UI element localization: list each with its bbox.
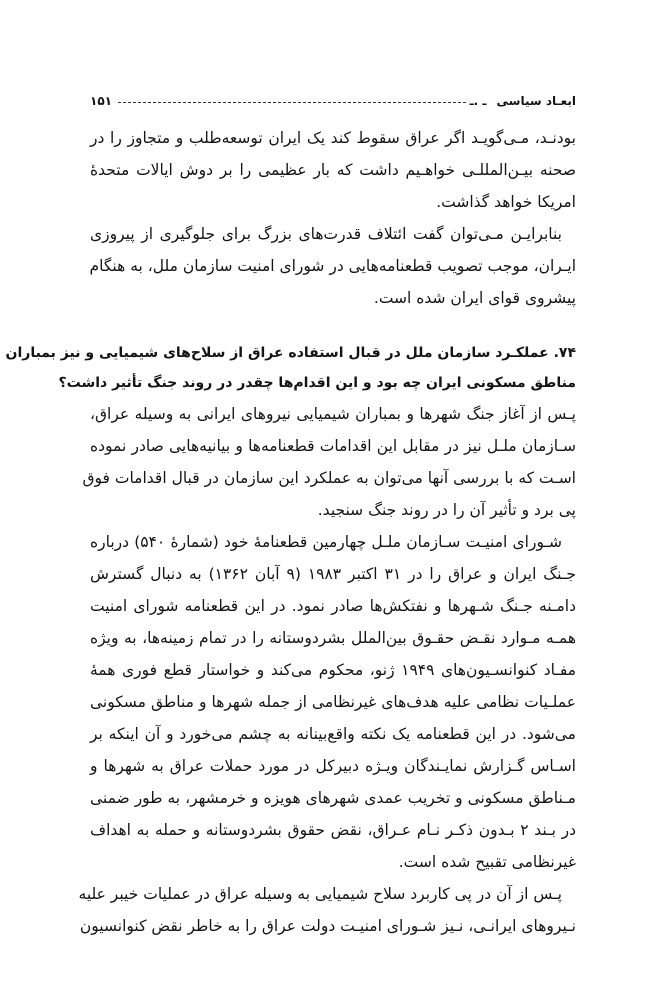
text-line: اسـاس گـزارش نمایـندگان ویـژه دبیرکل در مورد حملات عراق به شهرها و	[90, 757, 576, 775]
text-line: پی برد و تأثیر آن را در روند جنگ سنجید.	[317, 501, 576, 519]
heading-line: مناطق مسکونی ایران چه بود و این اقدام‌ها چقدر در روند جنگ تأثیر داشت؟	[58, 375, 576, 391]
text-line: اسـت که با بررسی آنها می‌توان به عملکرد این سازمان در قبال اقدامات فوق	[82, 469, 576, 487]
text-line: بنابرایـن مـی‌توان گفت ائتلاف قدرت‌های بزرگ برای جلوگیری از پیروزی	[90, 225, 562, 243]
text-line: پـس از آن در پی کاربرد سلاح شیمیایی به وسیله عراق در عملیات خیبر علیه	[78, 885, 562, 903]
text-line: مـناطق مسکونی و تخریب عمدی شهرهای هویزه و خرمشهر، به طور ضمنی	[90, 789, 576, 807]
paragraph	[90, 218, 576, 314]
header-separator: ـ .ـ	[469, 94, 487, 108]
page-body	[5, 122, 577, 942]
page-number: ۱۵۱	[90, 94, 112, 108]
paragraph	[90, 526, 576, 878]
text-line: پیشروی قوای ایران شده است.	[373, 289, 576, 307]
text-line: می‌شود. در این قطعنامه یک نکته واقع‌بینانه به چشم می‌خورد و آن اینکه بر	[90, 725, 576, 743]
text-line: غیرنظامی تقبیح شده است.	[398, 853, 576, 871]
running-header	[90, 90, 576, 112]
text-line: ایـران، موجب تصویب قطعنامه‌هایی در شورای امنیت سازمان ملل، به هنگام	[89, 257, 576, 275]
text-line: جـنگ ایران و عراق را در ۳۱ اکتبر ۱۹۸۳ (۹ آبان ۱۳۶۲) به دنبال گسترش	[90, 565, 576, 583]
text-line: شـورای امنیـت سـازمان ملـل چهارمین قطعنامهٔ خود (شمارهٔ ۵۴۰) درباره	[90, 533, 562, 551]
text-line: امریکا خواهد گذاشت.	[436, 193, 576, 211]
text-line: نـیروهای ایرانـی، نـیز شـورای امنیـت دولت عراق را به خاطر نقض کنوانسیون	[79, 917, 576, 935]
question-heading	[5, 338, 576, 398]
text-line: بودنـد، مـی‌گویـد اگر عراق سقوط کند یک ایران توسعه‌طلب و متجاوز را در	[90, 129, 576, 147]
paragraph	[90, 122, 576, 218]
text-line: در بـند ۲ بـدون ذکـر نـام عـراق، نقض حقوق بشردوستانه و حمله به اهداف	[90, 821, 576, 839]
text-line: دامـنه جـنگ شـهرها و نفتکش‌ها صادر نمود. در این قطعنامه شورای امنیت	[90, 597, 576, 615]
text-line: مفـاد کنوانسـیون‌های ۱۹۴۹ ژنو، محکوم می‌کند و خواستار قطع فوری همهٔ	[90, 661, 577, 679]
text-line: عملـیات نظامی علیه هدف‌های غیرنظامی از جمله شهرها و مناطق مسکونی	[90, 693, 576, 711]
heading-line: ۷۴. عملکـرد سازمان ملل در قبال استفاده عراق از سلاح‌های شیمیایی و نیز بمباران	[5, 345, 576, 361]
text-line: صحنه بیـن‌المللـی خواهـیم داشت که بار عظیمی را بر دوش ایالات متحدهٔ	[90, 161, 576, 179]
paragraph	[78, 878, 576, 942]
text-line: پـس از آغاز جنگ شهرها و بمباران شیمیایی نیروهای ایرانی به وسیله عراق،	[90, 405, 576, 423]
paragraph	[82, 398, 576, 526]
section-gap	[90, 314, 576, 338]
text-line: سـازمان ملـل نیز در مقابل این اقدامات قطعنامه‌ها و بیانیه‌هایی صادر نموده	[90, 437, 576, 455]
chapter-title: ابعـاد سیاسی	[496, 94, 576, 108]
text-line: همـه مـوارد نقـض حقـوق بین‌الملل بشردوستانه را در تمام زمینه‌ها، به ویژه	[90, 629, 576, 647]
header-rule	[118, 102, 466, 103]
